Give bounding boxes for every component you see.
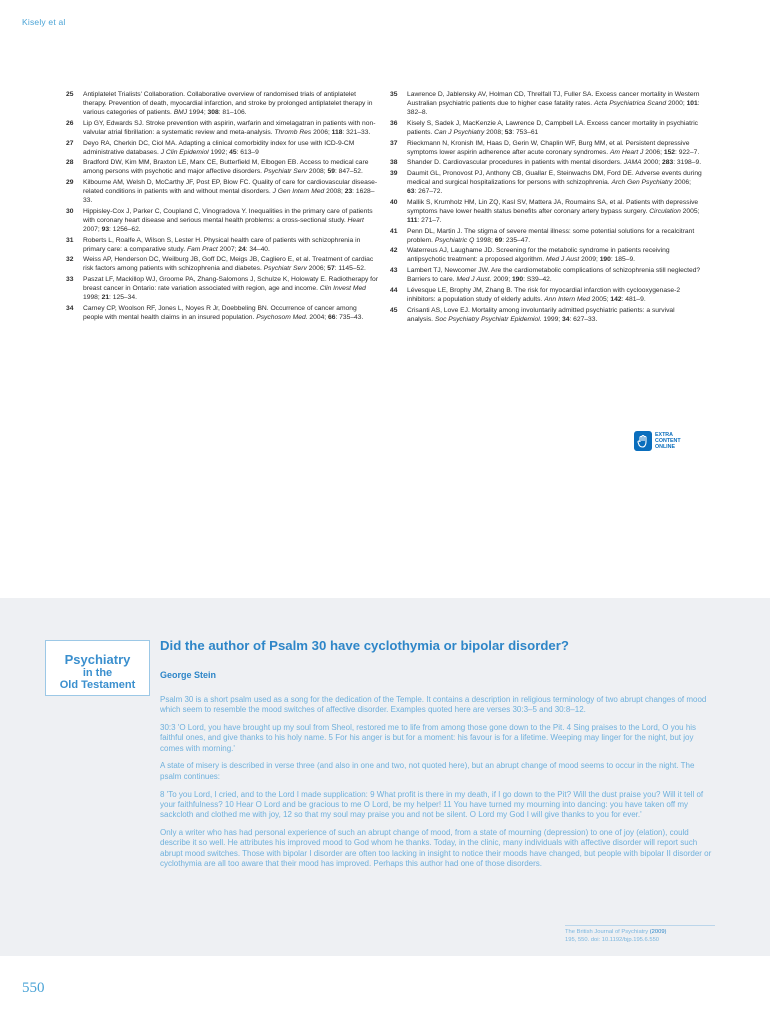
article-body [160,695,714,877]
reference-volume: 118 [331,128,343,136]
reference-year: 2005; [589,296,611,304]
reference-pages: : 627–33. [569,315,598,323]
reference-item [390,199,702,226]
reference-item [66,208,378,235]
reference-volume: 45 [229,148,237,156]
reference-year: 1998; [83,294,102,302]
reference-year: 1994; [187,108,208,116]
reference-pages: : 753–61 [512,128,539,136]
reference-text: Roberts L, Roalfe A, Wilson S, Lester H. Physical health care of patients with schizophrenia in primary care: a comparative study. [83,236,361,253]
reference-journal: Med J Aust. [456,276,492,284]
reference-number: 30 [66,207,74,215]
reference-number: 27 [66,139,74,147]
citation-journal: The British Journal of Psychiatry [565,929,650,935]
reference-text: Paszat LF, Mackillop WJ, Groome PA, Zhang-Salomons J, Schulze K, Holowaty E. Radiotherapy for breast cancer in Ontario: rate variation associated with region, age and income. [83,276,378,293]
reference-journal: Can J Psychiatry [434,128,485,136]
reference-pages: : 1145–52. [334,265,366,273]
reference-item [390,91,702,118]
reference-text: Mallik S, Krumholz HM, Lin ZQ, Kasl SV, Mattera JA, Roumains SA, et al. Patients with depressive symptoms have lower health status benefits after coronary artery bypass surgery. [407,198,699,215]
reference-volume: 190 [599,256,611,264]
reference-journal: Acta Psychiatrica Scand [593,99,667,107]
reference-year: 2006; [643,148,664,156]
reference-pages: : 321–33. [342,128,371,136]
reference-column-right [390,91,702,327]
reference-volume: 101 [686,99,698,107]
reference-year: 2006; [306,265,328,273]
reference-item [66,120,378,138]
reference-journal: Fam Pract [186,245,218,253]
reference-volume: 93 [101,225,110,233]
reference-text: Lawrence D, Jablensky AV, Holman CD, Threlfall TJ, Fuller SA. Excess cancer mortality in Western Australian psychiatric patients due to higher case fatality rates. [407,91,700,107]
reference-year: 2007; [217,245,239,253]
reference-text: Hippisley-Cox J, Parker C, Coupland C, Vinogradova Y. Inequalities in the primary care of patients with coronary heart disease and serious mental health problems: a cross-sectional study. [83,207,373,224]
reference-volume: 152 [663,148,676,156]
reference-item [390,140,702,158]
reference-item [390,120,702,138]
reference-text: Kisely S, Sadek J, MacKenzie A, Lawrence D, Campbell LA. Excess cancer mortality in psychiatric patients. [407,119,699,136]
reference-text: Deyo RA, Cherkin DC, Ciol MA. Adapting a clinical comorbidity index for use with ICD-9-CM administrative databases. [83,139,355,156]
reference-pages: : 481–9. [621,296,646,304]
reference-journal: BMJ [173,108,188,116]
reference-item [66,91,378,118]
reference-number: 28 [66,159,74,167]
badge-line-2: CONTENT [655,438,681,444]
reference-year: 1999; [541,315,563,323]
feature-label-line-1: Psychiatry [64,652,131,667]
reference-item [390,228,702,246]
reference-number: 25 [66,91,74,98]
reference-journal: Arch Gen Psychiatry [611,179,673,187]
reference-item [66,140,378,158]
reference-number: 40 [390,198,398,206]
reference-number: 29 [66,179,74,187]
reference-year: 1998; [474,236,495,244]
reference-volume: 283 [662,159,674,167]
running-head: Kisely et al [22,17,66,27]
reference-number: 26 [66,119,74,127]
reference-text: Daumit GL, Pronovost PJ, Anthony CB, Guallar E, Steinwachs DM, Ford DE. Adverse events during medical and surgical hospitalizations for persons with schizophrenia. [407,170,702,187]
reference-volume: 63 [407,188,415,196]
reference-item [66,237,378,255]
reference-item [66,179,378,206]
reference-number: 33 [66,276,74,284]
article-author: George Stein [160,670,217,680]
reference-journal: J Gen Intern Med [272,188,325,196]
reference-pages: : S39–42. [523,276,552,284]
reference-journal: Thromb Res [274,128,312,136]
reference-text: Shander D. Cardiovascular procedures in patients with mental disorders. [407,159,624,167]
reference-journal: Psychiatr Serv [263,265,307,273]
reference-column-left [66,91,378,327]
reference-text: Crisanti AS, Love EJ. Mortality among involuntarily admitted psychiatric patients: a survival analysis. [407,306,675,323]
reference-item [66,159,378,177]
citation-line-2[interactable]: 195, 550. doi: 10.1192/bjp.195.6.550 [565,937,660,943]
reference-year: 2006; [311,128,332,136]
page-number: 550 [22,980,45,996]
feature-label-line-2: in the [82,667,113,679]
reference-number: 44 [390,287,398,295]
article-paragraph: 8 'To you Lord, I cried, and to the Lord I made supplication: 9 What profit is there in my death, if I go down to the Pit? Will the dust praise you? Will it tell of your faithfulness? 10 Hear O Lord and be gracious to me O Lord, be my helper! 11 You have turned my mourning into dancing: you have taken off my sackcloth and clothed me with joy, 12 so that my soul may praise you and not be silent. O Lord my God I will give thanks to you for ever.' [160,789,704,820]
reference-pages: : 735–43. [335,313,364,321]
reference-volume: 21 [101,294,110,302]
article-paragraph: A state of misery is described in verse three (and also in one and two, not quoted here), but an abrupt change of mood seems to occur in the night. The psalm continues: [160,761,695,781]
reference-volume: 69 [494,236,503,244]
reference-item [66,305,378,323]
reference-pages: : 267–72. [414,188,443,196]
reference-number: 39 [390,170,398,178]
reference-item [390,159,702,168]
reference-number: 41 [390,227,398,235]
reference-journal: J Clin Epidemiol [160,148,209,156]
reference-year: 2008; [324,188,345,196]
feature-label-line-3: Old Testament [59,679,136,691]
reference-text: Lévesque LE, Brophy JM, Zhang B. The risk for myocardial infarction with cyclooxygenase-2 inhibitors: a population study of elderly adults. [407,287,681,304]
article-paragraph: Only a writer who has had personal experience of such an abrupt change of mood, from a state of mourning (depression) to one of joy (elation), could describe it so well. He attributes his improved mood to God whom he thanks. Today, in the clinic, many individuals with affective disorder will report such abrupt mood switches. Those with bipolar I disorder are often too lacking in insight to notice their moods have changed, but people with bipolar II disorder or cyclothymia are all too aware that their mood has improved. Perhaps this author had one of those disorders. [160,827,712,868]
reference-text: Weiss AP, Henderson DC, Weilburg JB, Goff DC, Meigs JB, Cagliero E, et al. Treatment of cardiac risk factors among patients with schizophrenia and diabetes. [83,256,374,273]
reference-text: Bradford DW, Kim MM, Braxton LE, Marx CE, Butterfield M, Elbogen EB. Access to medical care among persons with psychotic and major affective disorders. [83,159,369,176]
reference-journal: Heart [347,216,364,224]
reference-volume: 24 [238,245,246,253]
reference-volume: 190 [511,276,524,284]
reference-item [390,247,702,265]
reference-text: Carney CP, Woolson RF, Jones L, Noyes R Jr, Doebbeling BN. Occurrence of cancer among people with mental health claims in an insured population. [83,304,357,321]
reference-volume: 23 [344,188,353,196]
reference-text: Penn DL, Martin J. The stigma of severe mental illness: some potential solutions for a recalcitrant problem. [407,227,695,244]
reference-pages: : 271–7. [417,216,442,224]
reference-number: 43 [390,267,398,275]
reference-item [66,256,378,274]
reference-year: 2000; [641,159,663,167]
reference-journal: Soc Psychiatry Psychiatr Epidemiol. [434,315,542,323]
reference-number: 38 [390,159,398,167]
article-title: Did the author of Psalm 30 have cyclothymia or bipolar disorder? [160,638,569,653]
reference-number: 42 [390,247,398,255]
reference-pages: : 235–47. [502,236,531,244]
reference-pages: : 922–7. [675,148,700,156]
reference-pages: : 613–9 [236,148,259,156]
reference-item [390,170,702,197]
reference-text: Waterreus AJ, Laughame JD. Screening for the metabolic syndrome in patients receiving antipsychotic treatment: a proposed algorithm. [407,247,670,264]
reference-volume: 53 [504,128,513,136]
reference-pages: : 1628–33. [83,188,375,205]
reference-number: 36 [390,119,398,127]
reference-year: 2009; [579,256,600,264]
reference-text: Lambert TJ, Newcomer JW. Are the cardiometabolic complications of schizophrenia still neglected? Barriers to care. [407,267,701,284]
reference-pages: : 847–52. [334,168,363,176]
reference-item [390,287,702,305]
reference-year: 2006; [672,179,691,187]
reference-pages: : 3198–9. [673,159,702,167]
reference-pages: : 1256–62. [109,225,141,233]
reference-volume: 34 [562,315,570,323]
reference-item [390,267,702,285]
reference-text: Kilbourne AM, Welsh D, McCarthy JF, Post EP, Blow FC. Quality of care for cardiovascular disease-related conditions in patients with and without mental disorders. [83,179,378,196]
reference-journal: Ann Intern Med [544,296,590,304]
reference-year: 2005; [680,207,700,215]
reference-pages: : 81–106. [218,108,247,116]
citation-line-1 [565,928,715,936]
badge-line-1: EXTRA [655,432,673,438]
reference-year: 1992; [208,148,230,156]
extra-content-badge[interactable] [634,431,681,451]
extra-content-icon [634,431,652,451]
reference-journal: JAMA [623,159,642,167]
article-paragraph: Psalm 30 is a short psalm used as a song for the dedication of the Temple. It contains a description in religious terminology of two abrupt changes of mood which seem to resemble the mood switches of affective disorder. Examples quoted here are verses 30:3–5 and 30:8–12. [160,695,707,715]
reference-pages: : 34–40. [245,245,270,253]
reference-volume: 57 [327,265,335,273]
reference-item [66,276,378,303]
reference-journal: Med J Aust [546,256,580,264]
reference-year: 2008; [484,128,505,136]
reference-number: 31 [66,236,74,244]
reference-number: 37 [390,139,398,147]
reference-list [66,91,702,327]
reference-year: 2000; [666,99,687,107]
reference-volume: 111 [407,216,418,224]
reference-volume: 66 [328,313,336,321]
reference-year: 2004; [307,313,328,321]
reference-journal: Psychiatric Q [434,236,475,244]
reference-journal: Psychiatr Serv [263,168,308,176]
reference-volume: 59 [327,168,335,176]
reference-journal: Circulation [649,207,681,215]
reference-number: 35 [390,91,398,98]
reference-number: 34 [66,304,74,312]
citation-year: (2009) [649,929,667,935]
reference-pages: : 382–8. [407,99,700,116]
reference-journal: Am Heart J [609,148,644,156]
reference-text: Lip GY, Edwards SJ. Stroke prevention with aspirin, warfarin and ximelagatran in patients with non-valvular atrial fibrillation: a systematic review and meta-analysis. [83,119,376,136]
article-citation [565,925,715,944]
reference-volume: 142 [610,296,622,304]
badge-line-3: ONLINE [655,444,676,450]
article-paragraph: 30:3 'O Lord, you have brought up my soul from Sheol, restored me to life from among those gone down to the Pit. 4 Sing praises to the Lord, O you his faithful ones, and give thanks to his holy name. 5 For his anger is but for a moment: his favour is for a lifetime. Weeping may linger for the night, but joy comes with morning.' [160,723,697,753]
reference-text: Antiplatelet Trialists' Collaboration. Collaborative overview of randomised trials of antiplatelet therapy. Prevention of death, myocardial infarction, and stroke by prolonged antiplatelet therapy in various categories of patients. [83,91,373,116]
extra-content-label [655,432,681,450]
reference-year: 2009; [491,276,512,284]
reference-year: 2008; [307,168,328,176]
reference-journal: Psychosom Med. [256,313,308,321]
feature-label-box [45,640,150,696]
reference-volume: 308 [207,108,219,116]
reference-pages: : 185–9. [610,256,636,264]
reference-number: 45 [390,306,398,314]
reference-journal: Clin Invest Med [319,285,366,293]
reference-year: 2007; [83,225,102,233]
reference-number: 32 [66,256,74,264]
reference-pages: : 125–34. [109,294,137,302]
reference-item [390,307,702,325]
reference-text: Rieckmann N, Kronish IM, Haas D, Gerin W, Chaplin WF, Burg MM, et al. Persistent depressive symptoms lower aspirin adherence after acute coronary syndromes. [407,139,690,156]
